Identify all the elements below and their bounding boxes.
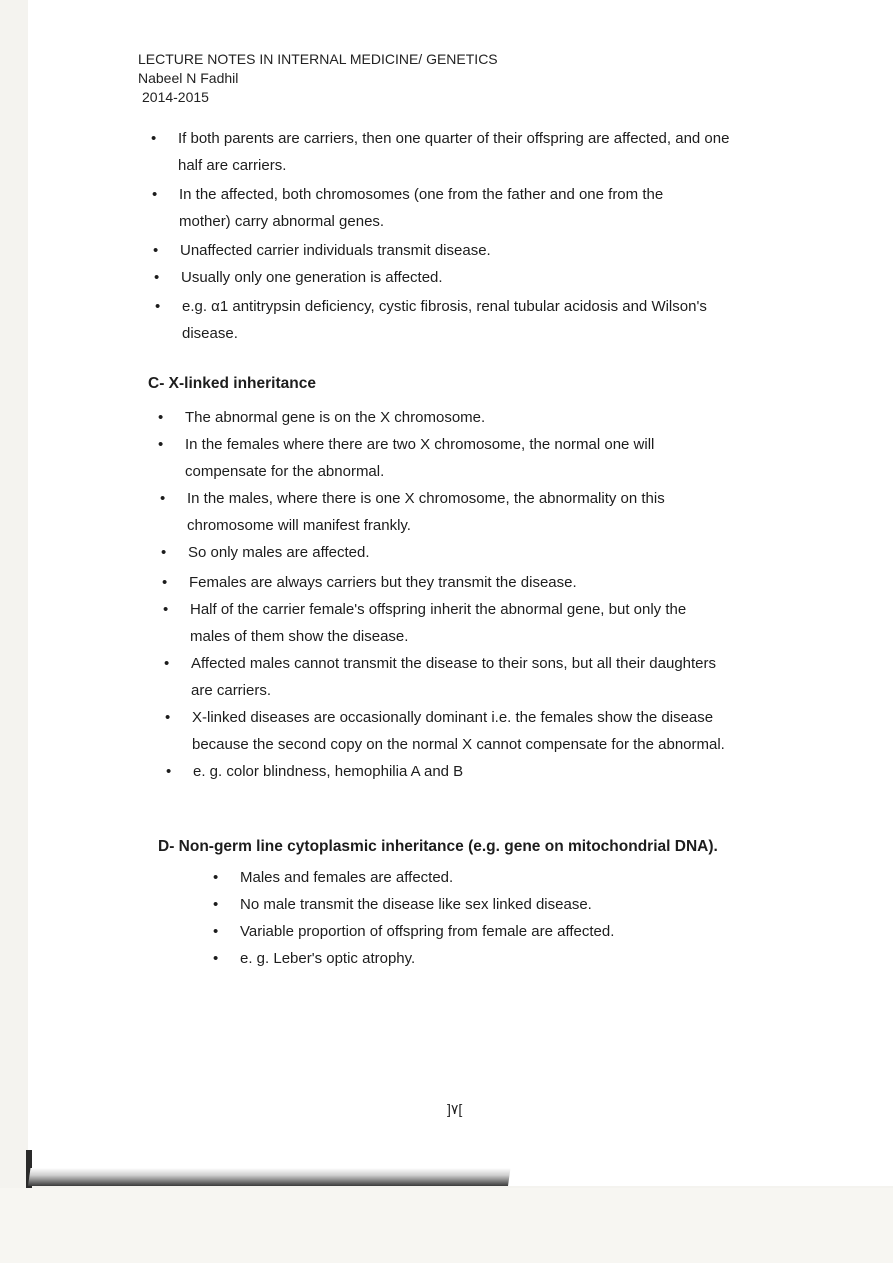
section-d-list xyxy=(213,864,660,972)
list-item: • Males and females are affected. xyxy=(213,869,454,886)
list-item: • In the affected, both chromosomes (one from the father and one from the mother) carry abnormal genes. xyxy=(152,186,664,230)
list-item: • If both parents are carriers, then one quarter of their offspring are affected, and one half are carriers. xyxy=(151,130,730,174)
list-item: • Unaffected carrier individuals transmit disease. xyxy=(153,242,491,259)
list-item: • Females are always carriers but they transmit the disease. xyxy=(162,574,577,591)
list-item: • No male transmit the disease like sex linked disease. xyxy=(213,896,592,913)
list-item: • In the males, where there is one X chromosome, the abnormality on this chromosome will manifest frankly. xyxy=(160,490,665,534)
section-d-heading: D- Non-germ line cytoplasmic inheritance (e.g. gene on mitochondrial DNA). xyxy=(158,838,718,855)
list-item: • Variable proportion of offspring from female are affected. xyxy=(213,923,615,940)
page-number: ]٧[ xyxy=(447,1101,463,1117)
list-item: • e. g. Leber's optic atrophy. xyxy=(213,950,416,967)
list-item: • Usually only one generation is affected. xyxy=(154,269,443,286)
list-item: • In the females where there are two X chromosome, the normal one will compensate for the abnormal. xyxy=(158,436,655,480)
list-item: • The abnormal gene is on the X chromosome. xyxy=(158,409,486,426)
list-item: • e. g. color blindness, hemophilia A and B xyxy=(166,763,464,780)
scan-background xyxy=(0,1188,893,1263)
section-b-list xyxy=(151,125,748,347)
section-c-heading: C- X-linked inheritance xyxy=(148,375,316,392)
header-year: 2014-2015 xyxy=(142,89,209,105)
section-c-list xyxy=(158,404,745,785)
header-title: LECTURE NOTES IN INTERNAL MEDICINE/ GENETICS xyxy=(138,51,498,67)
list-item: • X-linked diseases are occasionally dominant i.e. the females show the disease because the second copy on the normal X cannot compensate for the abnormal. xyxy=(165,709,725,753)
list-item: • So only males are affected. xyxy=(161,544,370,561)
list-item: • e.g. α1 antitrypsin deficiency, cystic fibrosis, renal tubular acidosis and Wilson's disease. xyxy=(155,298,707,342)
document-header xyxy=(138,50,498,107)
list-item: • Affected males cannot transmit the disease to their sons, but all their daughters are carriers. xyxy=(164,655,717,699)
page-bottom-shadow xyxy=(28,1168,511,1186)
list-item: • Half of the carrier female's offspring inherit the abnormal gene, but only the males of them show the disease. xyxy=(163,601,687,645)
header-author: Nabeel N Fadhil xyxy=(138,70,239,86)
